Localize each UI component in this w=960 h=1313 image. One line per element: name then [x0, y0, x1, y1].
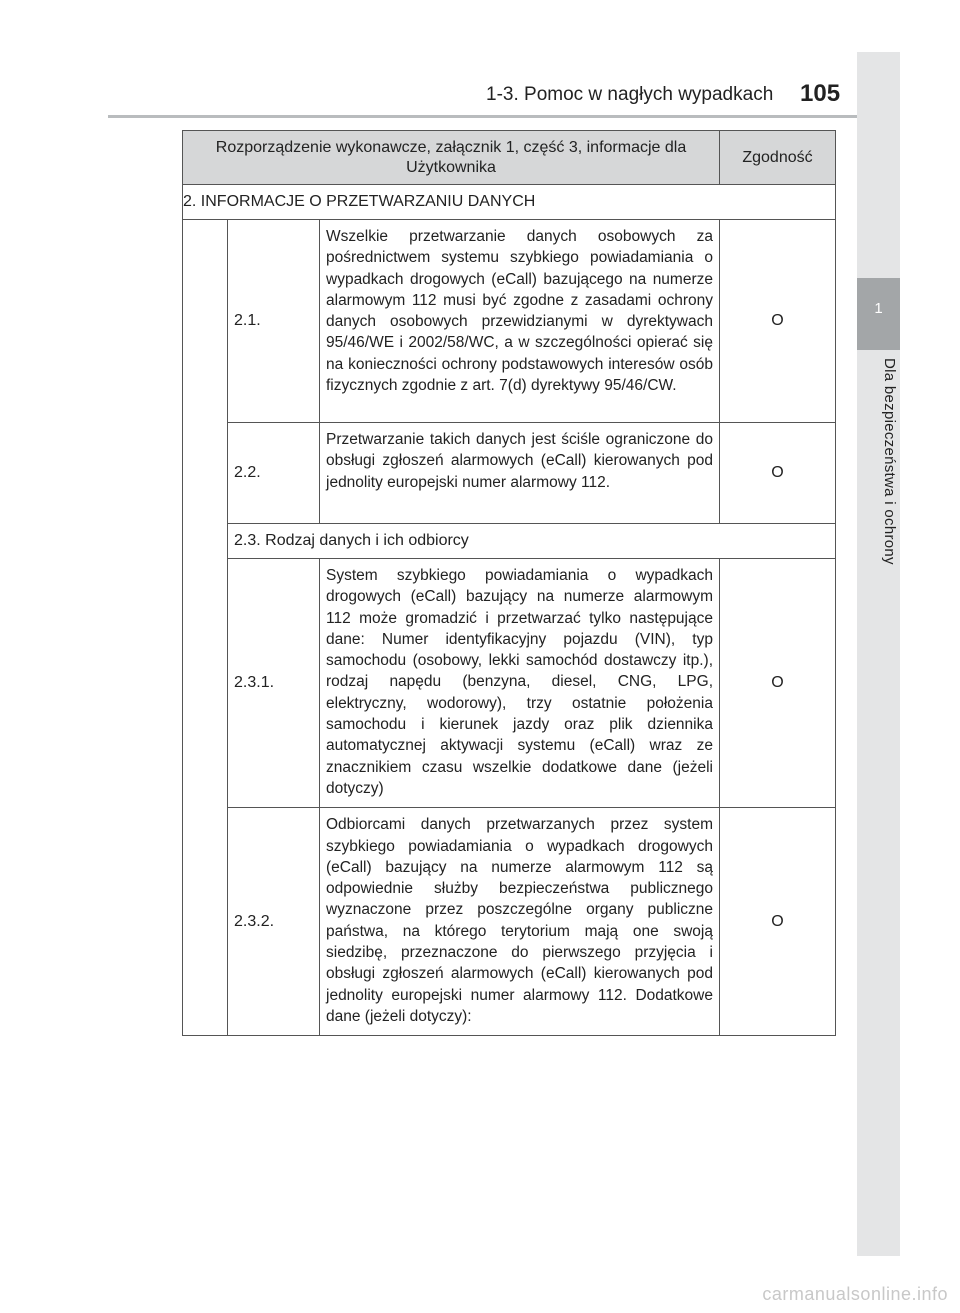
row-text: Wszelkie przetwarzanie danych osobowych za pośrednictwem systemu szybkiego powiadamiania o wypadkach drogowych (eCall) bazującego na numerze alarmowym 112 musi być zgodne z zasadami ochrony danych osobowych przewidzianymi w dyrektywach 95/46/WE i 2002/58/WC, a w szczególności opierać się na konieczności ochrony podstawowych interesów osób fizycznych zgodnie z art. 7(d) dyrektywy 95/46/CW. — [320, 220, 720, 423]
table-row — [183, 559, 836, 808]
section-title: 2. INFORMACJE O PRZETWARZANIU DANYCH — [183, 185, 836, 220]
page-number: 105 — [800, 80, 841, 107]
row-compliance: O — [720, 559, 836, 808]
running-header-title: 1-3. Pomoc w nagłych wypadkach — [486, 84, 774, 105]
header-requirement: Rozporządzenie wykonawcze, załącznik 1, część 3, informacje dla Użytkownika — [183, 131, 720, 185]
compliance-table — [182, 130, 836, 1036]
chapter-tab-number: 1 — [874, 300, 883, 317]
row-text: Przetwarzanie takich danych jest ściśle ograniczone do obsługi zgłoszeń alarmowych (eCall) kierowanych pod jednolity europejski numer alarmowy 112. — [320, 423, 720, 524]
table-row — [183, 220, 836, 423]
table-header-row — [183, 131, 836, 185]
row-code: 2.3.2. — [228, 808, 320, 1036]
row-text: System szybkiego powiadamiania o wypadkach drogowych (eCall) bazujący na numerze alarmowym 112 może gromadzić i przetwarzać tylko następujące dane: Numer identyfikacyjny pojazdu (VIN), typ samochodu (osobowy, lekki samochód dostawczy itp.), rodzaj napędu (benzyna, diesel, CNG, LPG, elektryczny, wodorowy), trzy ostatnie położenia samochodu i kierunek jazdy oraz plik dziennika automatycznej aktywacji systemu (eCall) wraz ze znacznikiem czasu wszelkie dodatkowe dane (jeżeli dotyczy) — [320, 559, 720, 808]
row-text: Odbiorcami danych przetwarzanych przez system szybkiego powiadamiania o wypadkach drogowych (eCall) bazujący na numerze alarmowym 112 są odpowiednie służby bezpieczeństwa publicznego wyznaczone przez poszczególne organy publiczne państwa, na którego terytorium mają one swoją siedzibę, przeznaczone do pierwszego przyjęcia i obsługi zgłoszeń alarmowych (eCall) kierowanych pod jednolity europejski numer alarmowy 112. Dodatkowe dane (jeżeli dotyczy): — [320, 808, 720, 1036]
row-compliance: O — [720, 808, 836, 1036]
subsection-title: 2.3. Rodzaj danych i ich odbiorcy — [228, 524, 836, 559]
row-compliance: O — [720, 423, 836, 524]
header-compliance: Zgodność — [720, 131, 836, 185]
row-code: 2.2. — [228, 423, 320, 524]
row-compliance: O — [720, 220, 836, 423]
watermark: carmanualsonline.info — [762, 1284, 948, 1304]
indent-cell — [183, 220, 228, 1036]
subsection-row — [183, 524, 836, 559]
table-row — [183, 423, 836, 524]
header-rule — [108, 115, 898, 118]
row-code: 2.1. — [228, 220, 320, 423]
side-chapter-band — [857, 52, 900, 1256]
section-row — [183, 185, 836, 220]
table-row — [183, 808, 836, 1036]
chapter-tab-label: Dla bezpieczeństwa i ochrony — [881, 358, 898, 565]
row-code: 2.3.1. — [228, 559, 320, 808]
